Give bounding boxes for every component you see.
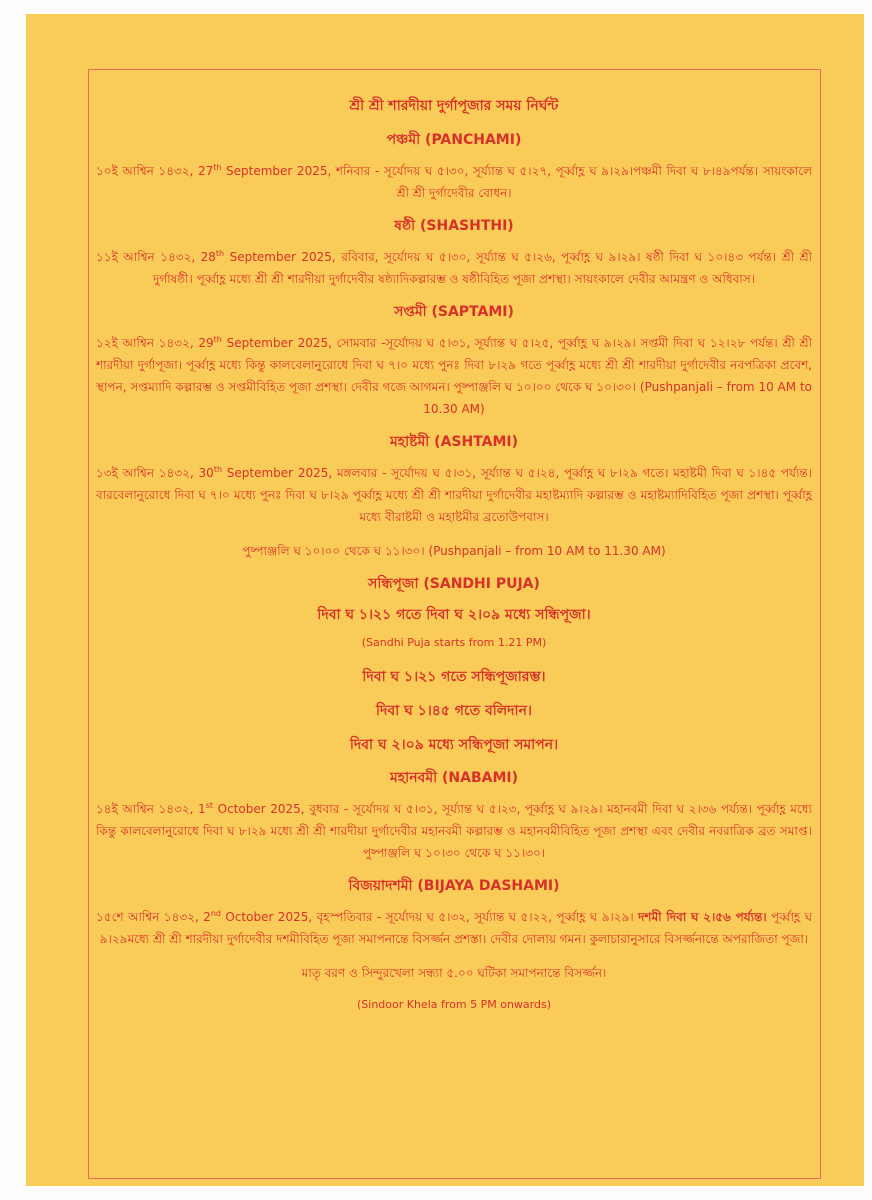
ashtami-heading: মহাষ্টমী (ASHTAMI)	[389, 434, 519, 450]
dashami-heading: বিজয়াদশমী (BIJAYA DASHAMI)	[348, 878, 560, 894]
sandhi-line-4: দিবা ঘ ২।০৯ মধ্যে সন্ধিপূজা সমাপন।	[349, 737, 559, 753]
sandhi-line-1: দিবা ঘ ১।২১ গতে দিবা ঘ ২।০৯ মধ্যে সন্ধিপূজা।	[317, 607, 591, 623]
nabami-heading: মহানবমী (NABAMI)	[390, 770, 518, 786]
shashthi-heading: ষষ্ঠী (SHASHTHI)	[394, 218, 514, 234]
dashami-end-time: দশমী দিবা ঘ ২।৫৬ পর্য্যন্ত।	[638, 910, 767, 924]
panchami-details: ১০ই আশ্বিন ১৪৩২, 27th September 2025, শনিবার - সূর্যোদয় ঘ ৫।৩০, সূর্য্যান্ত ঘ ৫।২৭, পূর্ব্বাহ্ণ ঘ ৯।২৯।পঞ্চমী দিবা ঘ ৮।৪৯পর্যন্ত। সায়ংকালে শ্রী শ্রী দুর্গাদেবীর বোধন।	[96, 163, 813, 200]
nabami-details: ১৪ই আশ্বিন ১৪৩২, 1st October 2025, বুধবার - সূর্যোদয় ঘ ৫।৩১, সূর্য্যান্ত ঘ ৫।২৩, পূর্ব্বাহ্ণ ঘ ৯।২৯। মহানবমী দিবা ঘ ২।৩৬ পর্য্যন্ত। পূর্ব্বাহ্ণ মধ্যে কিন্তু কালবেলানুরোধে দিবা ঘ ৮।২৯ মধ্যে শ্রী শ্রী শারদীয়া দুর্গাদেবীর মহানবমী কল্পারম্ভ ও মহানবমীবিহিত পূজা প্রশস্থা এবং দেবীর নবরাত্রিক ব্রত সমাপ্ত। পুষ্পাঞ্জলি ঘ ১০।৩০ থেকে ঘ ১১।৩০।	[96, 801, 812, 860]
saptami-details: ১২ই আশ্বিন ১৪৩২, 29th September 2025, সোমবার -সূর্যোদয় ঘ ৫।৩১, সূর্য্যান্ত ঘ ৫।২৫, পূর্ব্বাহ্ণ ঘ ৯।২৯। সপ্তমী দিবা ঘ ১২।২৮ পর্যন্ত। শ্রী শ্রী শারদীয়া দুর্গাপূজা। পূর্ব্বাহ্ণ মধ্যে কিন্তু কালবেলানুরোধে দিবা ঘ ৭।০ মধ্যে পুনঃ দিবা ৮।২৯ গতে পূর্ব্বাহ্ণ মধ্যে শ্রী শ্রী শারদীয়া দুর্গাদেবীর নবপত্রিকা প্রবেশ, স্থাপন, সপ্তম্যাদি কল্পারম্ভ ও সপ্তমীবিহিত পূজা প্রশস্থা। দেবীর গজে আগমন। পুষ্পাঞ্জলি ঘ ১০।০০ থেকে ঘ ১০।৩০। (Pushpanjali – from 10 AM to 10.30 AM)	[96, 335, 812, 416]
sandhi-line-3: দিবা ঘ ১।৪৫ গতে বলিদান।	[376, 703, 532, 719]
shashthi-details: ১১ই আশ্বিন ১৪৩২, 28th September 2025, রবিবার, সূর্যোদয় ঘ ৫।৩০, সূর্য্যান্ত ঘ ৫।২৬, পূর্ব্বাহ্ণ ঘ ৯।২৯। ষষ্ঠী দিবা ঘ ১০।৪৩ পর্যন্ত। শ্রী শ্রী দুর্গাষষ্ঠী। পূর্ব্বাহ্ণ মধ্যে শ্রী শ্রী শারদীয়া দুর্গাদেবীর ষষ্ঠ্যাদিকল্পারম্ভ ও ষষ্ঠীবিহিত পূজা প্রশস্থা। সায়ংকালে দেবীর আমন্ত্রণ ও অধিবাস।	[96, 249, 812, 286]
sindoor-khela-line: মাতৃ বরণ ও সিন্দুরখেলা সন্ধ্যা ৫.০০ ঘটিকা সমাপনান্তে বিসর্জ্জন।	[301, 966, 607, 980]
sandhi-line-1-english: (Sandhi Puja starts from 1.21 PM)	[361, 636, 547, 649]
document-title: শ্রী শ্রী শারদীয়া দুর্গাপূজার সময় নির্ঘন্ট	[349, 98, 559, 114]
saptami-heading: সপ্তমী (SAPTAMI)	[394, 304, 514, 320]
dashami-details: ১৫শে আশ্বিন ১৪৩২, 2nd October 2025, বৃহস্পতিবার - সূর্যোদয় ঘ ৫।৩২, সূর্য্যান্ত ঘ ৫।২২, পূর্ব্বাহ্ণ ঘ ৯।২৯। দশমী দিবা ঘ ২।৫৬ পর্য্যন্ত। পূর্ব্বাহ্ণ ঘ ৯।২৯মধ্যে শ্রী শ্রী শারদীয়া দুর্গাদেবীর দশমীবিহিত পূজা সমাপনান্তে বিসর্জ্জন প্রশস্তা। দেবীর দোলায় গমন। কুলাচারানুসারে বিসর্জ্জনান্তে অপরাজিতা পূজা।	[96, 909, 813, 946]
ashtami-details: ১৩ই আশ্বিন ১৪৩২, 30th September 2025, মঙ্গলবার - সূর্যোদয় ঘ ৫।৩১, সূর্য্যান্ত ঘ ৫।২৪, পূর্ব্বাহ্ণ ঘ ৮।২৯ গতে। মহাষ্টমী দিবা ঘ ১।৪৫ পর্য্যন্ত।বারবেলানুরোধে দিবা ঘ ৭।০ মধ্যে পুনঃ দিবা ঘ ৮।২৯ পূর্ব্বাহ্ণ মধ্যে শ্রী শ্রী শারদীয়া দুর্গাদেবীর মহাষ্টম্যাদি কল্পারম্ভ ও মহাষ্টম্যাদিবিহিত পূজা প্রশস্থা। পূর্ব্বাহ্ণ মধ্যে বীরাষ্টমী ও মহাষ্টমীর ব্রতোউপবাস।	[96, 465, 812, 524]
schedule-content	[92, 96, 816, 1014]
ashtami-pushpanjali: পুষ্পাঞ্জলি ঘ ১০।০০ থেকে ঘ ১১।৩০। (Pushpanjali – from 10 AM to 11.30 AM)	[242, 544, 666, 558]
sandhi-heading: সন্ধিপূজা (SANDHI PUJA)	[368, 576, 540, 592]
sindoor-khela-english: (Sindoor Khela from 5 PM onwards)	[357, 998, 551, 1011]
panchami-heading: পঞ্চমী (PANCHAMI)	[386, 132, 522, 148]
sandhi-line-2: দিবা ঘ ১।২১ গতে সন্ধিপূজারম্ভ।	[362, 669, 546, 685]
paper-sheet	[26, 14, 864, 1186]
